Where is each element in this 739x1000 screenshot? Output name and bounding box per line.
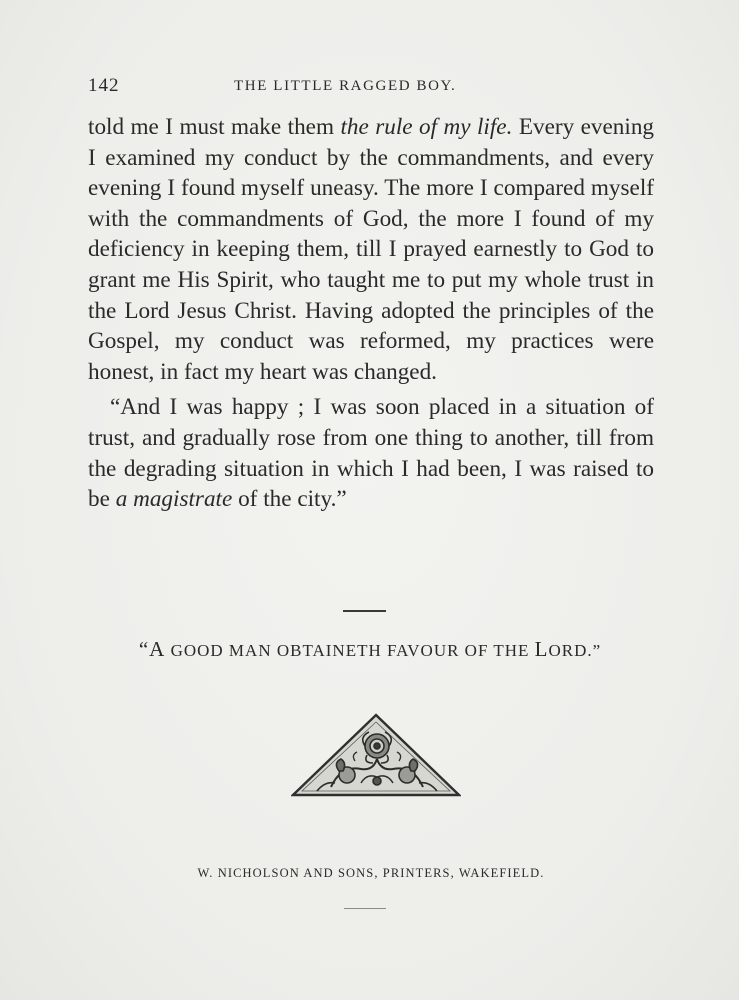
running-title: THE LITTLE RAGGED BOY. [234, 78, 457, 94]
paragraph-1-italic: the rule of my life. [340, 114, 513, 140]
paragraph-1-text-b: Every evening I examined my conduct by the commandments, and every evening I found myself uneasy. The more I compared myself with the commandments of God, the more I found of my deficiency in keeping them, till I prayed earnestly to God to grant me His Spirit, who taught me to put my whole trust in the Lord Jesus Christ. Having adopted the principles of the Gospel, my conduct was reformed, my practices were honest, in fact my heart was changed. [88, 114, 655, 385]
motto-middle: GOOD MAN OBTAINETH FAVOUR OF THE [165, 641, 535, 660]
page-header [88, 75, 653, 99]
paragraph-2 [88, 392, 654, 514]
motto-lord-rest: ORD [548, 641, 588, 660]
motto-lord-initial: L [534, 637, 549, 661]
motto-close: .” [587, 641, 602, 660]
page-number: 142 [88, 75, 120, 96]
paragraph-2-italic: a magistrate [115, 486, 233, 513]
motto [75, 637, 665, 662]
paragraph-1-text-a: told me I must make them [88, 114, 341, 140]
paragraph-1 [88, 112, 654, 387]
section-divider [343, 610, 386, 612]
motto-open: “A [138, 637, 166, 661]
floral-triangle-ornament-icon [291, 713, 461, 797]
paragraph-2-text-b: of the city.” [232, 486, 347, 513]
printer-imprint: W. NICHOLSON AND SONS, PRINTERS, WAKEFIELD. [197, 866, 545, 880]
bottom-divider [344, 908, 386, 909]
paragraph-2-text-a: “And I was happy ; I was soon placed in a situation of trust, and gradually rose from one thing to another, till from the degrading situation in which I had been, I was raised to be [88, 394, 654, 513]
body-text [88, 112, 654, 515]
